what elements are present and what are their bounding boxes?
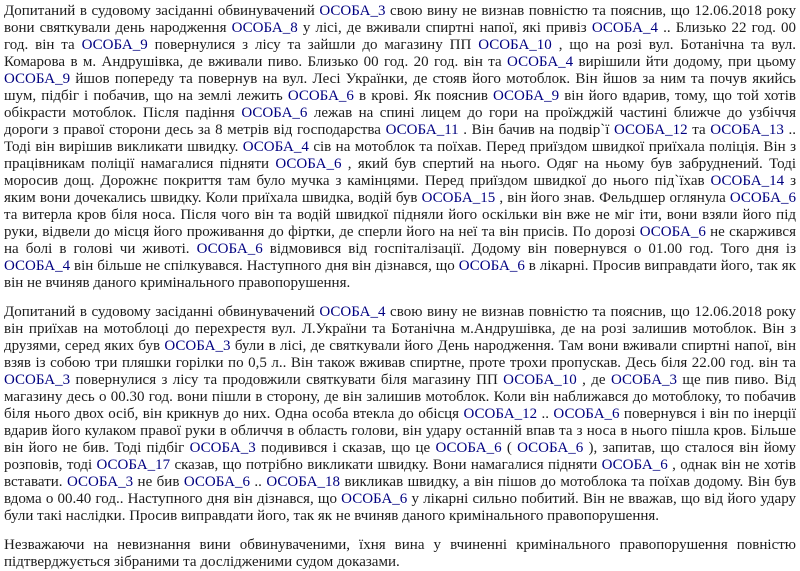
person-link[interactable]: ОСОБА_3 xyxy=(66,474,134,490)
text-run: Незважаючи на невизнання вини обвинуваченими, їхня вина у вчиненні кримінального правопорушення повністю підтверджується зібраними та дослідженими судом доказами. xyxy=(4,537,796,570)
person-link[interactable]: ОСОБА_13 xyxy=(710,122,784,138)
text-run: у лісі, де вживали спиртні напої, які привіз xyxy=(297,20,592,36)
text-run: ), запитав, що сталося він йому розповів, тоді xyxy=(4,440,796,473)
text-run: він більше не спілкувався. Наступного дня він дізнався, що xyxy=(70,258,459,274)
text-run: відмовився від госпіталізації. Додому він повернувся о 01.00 год. Того дня із xyxy=(262,241,797,257)
person-link[interactable]: ОСОБА_6 xyxy=(287,88,354,104)
text-run: Допитаний в судовому засіданні обвинувачений xyxy=(4,304,320,320)
person-link[interactable]: ОСОБА_10 xyxy=(503,372,577,388)
text-run: свою вину не визнав повністю та пояснив, що 12.06.2018 року вони святкували день народження xyxy=(4,3,796,36)
text-run: .. xyxy=(537,406,554,422)
person-link[interactable]: ОСОБА_11 xyxy=(385,122,459,138)
person-link[interactable]: ОСОБА_17 xyxy=(96,457,171,473)
text-run: у лікарні сильно побитий. Він не вважав, що від його удару були такі наслідки. Просив виправдати його, так як не вчиняв даного кримінального правопорушення. xyxy=(4,491,796,524)
text-run: з яким вони дочекались швидку. Коли приїхала швидка, водій був xyxy=(4,173,796,206)
person-link[interactable]: ОСОБА_3 xyxy=(164,338,231,354)
person-link[interactable]: ОСОБА_6 xyxy=(517,440,584,456)
person-link[interactable]: ОСОБА_18 xyxy=(266,474,340,490)
text-run: йшов попереду та повернув на вул. Лесі Українки, де стояв його мотоблок. Він йшов за ним та почув якийсь шум, підбіг і побачив, що на землі лежить xyxy=(4,71,796,104)
text-run: в лікарні. Просив виправдати його, так як він не вчиняв даного кримінального правопорушення. xyxy=(4,258,796,291)
text-run: він його вдарив, тому, що той хотів обікрасти мотоблок. Після падіння xyxy=(4,88,796,121)
person-link[interactable]: ОСОБА_8 xyxy=(231,20,298,36)
person-link[interactable]: ОСОБА_4 xyxy=(319,304,386,320)
text-run: не скаржився на болі в голові чи животі. xyxy=(4,224,796,257)
person-link[interactable]: ОСОБА_9 xyxy=(81,37,148,53)
text-run: в крові. Як пояснив xyxy=(353,88,493,104)
text-run: та xyxy=(687,122,711,138)
text-run: не бив xyxy=(133,474,184,490)
person-link[interactable]: ОСОБА_4 xyxy=(4,258,71,274)
person-link[interactable]: ОСОБА_4 xyxy=(507,54,574,70)
text-run: . Він бачив на подвір`ї xyxy=(458,122,614,138)
person-link[interactable]: ОСОБА_14 xyxy=(710,173,785,189)
testimony-paragraph-accused-1 xyxy=(4,3,796,292)
person-link[interactable]: ОСОБА_3 xyxy=(189,440,256,456)
person-link[interactable]: ОСОБА_15 xyxy=(421,190,496,206)
text-run: , він його знав. Фельдшер оглянула xyxy=(495,190,730,206)
person-link[interactable]: ОСОБА_6 xyxy=(241,105,308,121)
person-link[interactable]: ОСОБА_6 xyxy=(435,440,502,456)
person-link[interactable]: ОСОБА_3 xyxy=(4,372,71,388)
text-run: та витерла кров біля носа. Після чого він та водій швидкої підняли його оскільки він вже не міг іти, вони взяли його під руки, відвели до місця його проживання до фіртки, де сперли його на неї та він присів. По дорозі xyxy=(4,207,796,240)
text-run: , який був спертий на нього. Одяг на ньому був забруднений. Тоді моросив дощ. Дорожнє покриття там було мучка з камінцями. Перед приїздом швидкої до нього під`їхав xyxy=(4,156,796,189)
person-link[interactable]: ОСОБА_6 xyxy=(601,457,668,473)
text-run: ще пив пиво. Від магазину десь о 00.30 год. вони пішли в сторону, де він залишив мотоблок. Коли він наближався до мотоблоку, то побачив біля нього двох осіб, він крикнув до них. Одна особа втекла до обісця xyxy=(4,372,796,422)
person-link[interactable]: ОСОБА_6 xyxy=(458,258,525,274)
text-run: .. Близько 22 год. 00 год. він та xyxy=(4,20,797,53)
person-link[interactable]: ОСОБА_3 xyxy=(610,372,678,388)
text-run: повернувся і він по інерції вдарив його кулаком правої руки в обличчя в область голови, він удару останній впав та з носа в нього пішла кров. Більше він його не бив. Тоді підбіг xyxy=(4,406,797,456)
text-run: подивився і сказав, що це xyxy=(255,440,436,456)
text-run: , що на розі вул. Ботанічна та вул. Комарова в м. Андрушівка, де вживали пиво. Близько 00 год. 20 год. він та xyxy=(4,37,796,70)
text-run: викликав швидку, а він пішов до мотоблока та поїхав додому. Він був вдома о 00.40 год.. Наступного дня він дізнався, що xyxy=(4,474,796,507)
person-link[interactable]: ОСОБА_6 xyxy=(341,491,408,507)
text-run: Допитаний в судовому засіданні обвинувачений xyxy=(4,3,320,19)
person-link[interactable]: ОСОБА_6 xyxy=(183,474,250,490)
person-link[interactable]: ОСОБА_9 xyxy=(493,88,560,104)
text-run: вирішили йти додому, при цьому xyxy=(573,54,796,70)
text-run: .. Тоді він вирішив викликати швидку. xyxy=(4,122,796,155)
text-run: повернулися з лісу та зайшли до магазину ПП xyxy=(147,37,479,53)
text-run: , де xyxy=(576,372,611,388)
text-run: були в лісі, де святкували його День народження. Там вони вживали спиртні напої, він взяв із собою три пляшки горілки по 0,5 л.. Він також вживав спиртне, проте трохи пропускав. Десь біля 22.00 год. він та xyxy=(4,338,797,371)
person-link[interactable]: ОСОБА_6 xyxy=(196,241,263,257)
person-link[interactable]: ОСОБА_9 xyxy=(4,71,71,87)
person-link[interactable]: ОСОБА_10 xyxy=(478,37,552,53)
person-link[interactable]: ОСОБА_4 xyxy=(591,20,658,36)
person-link[interactable]: ОСОБА_3 xyxy=(319,3,386,19)
text-run: лежав на спині лицем до гори на проїжджій частині ближче до узбіччя дороги з правої сторони десь за 8 метрів від господарства xyxy=(4,105,796,138)
text-run: свою вину не визнав повністю та пояснив, що 12.06.2018 року він приїхав на мотоблоці до перехрестя вул. Л.України та Ботанічна м.Андрушівка, де на розі залишив мотоблок. Він з друзями, серед яких був xyxy=(4,304,796,354)
text-run: ( xyxy=(501,440,518,456)
text-run: повернулися з лісу та продовжили святкувати біля магазину ПП xyxy=(70,372,504,388)
person-link[interactable]: ОСОБА_6 xyxy=(729,190,796,206)
person-link[interactable]: ОСОБА_4 xyxy=(242,139,309,155)
court-conclusion-paragraph xyxy=(4,537,796,571)
person-link[interactable]: ОСОБА_12 xyxy=(614,122,688,138)
person-link[interactable]: ОСОБА_12 xyxy=(463,406,538,422)
person-link[interactable]: ОСОБА_6 xyxy=(639,224,706,240)
text-run: .. xyxy=(249,474,267,490)
text-run: сказав, що потрібно викликати швидку. Вони намагалися підняти xyxy=(170,457,602,473)
person-link[interactable]: ОСОБА_6 xyxy=(275,156,342,172)
text-run: , однак він не хотів вставати. xyxy=(4,457,796,490)
testimony-paragraph-accused-2 xyxy=(4,304,796,525)
text-run: сів на мотоблок та поїхав. Перед приїздом швидкої приїхала поліція. Він з працівникам поліції намагалися підняти xyxy=(4,139,796,172)
person-link[interactable]: ОСОБА_6 xyxy=(553,406,620,422)
